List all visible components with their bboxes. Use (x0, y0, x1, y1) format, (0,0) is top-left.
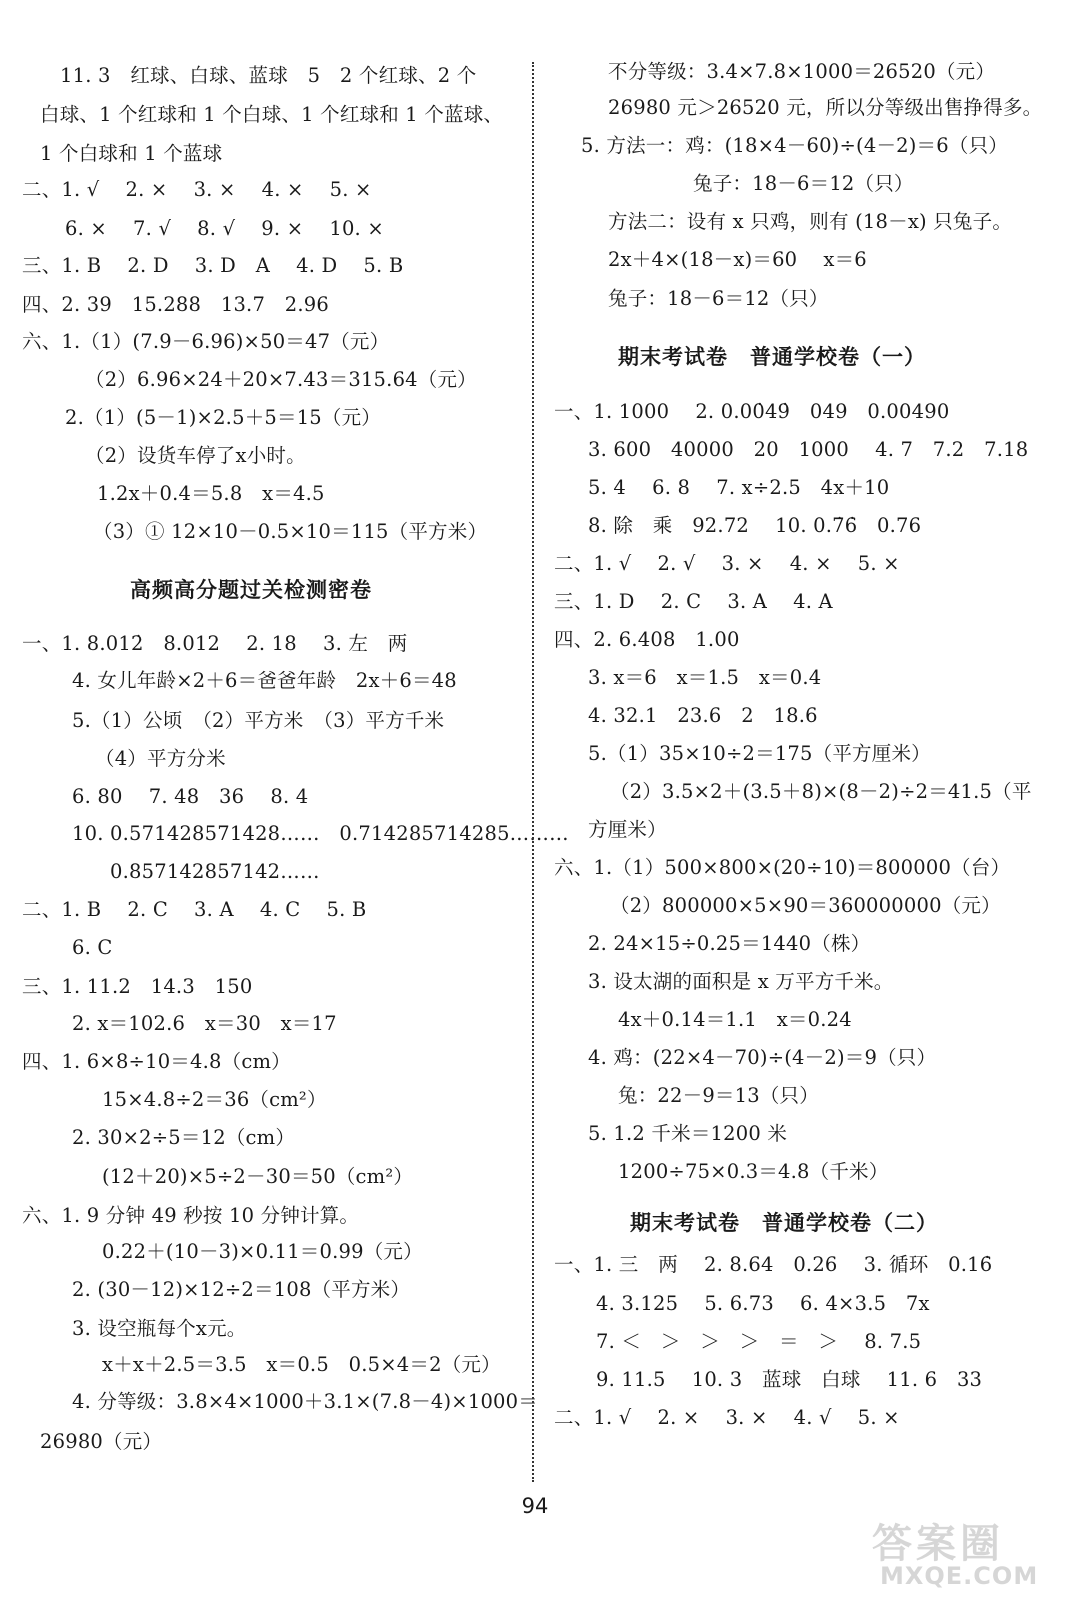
answer-line: 三、1. B 2. D 3. D A 4. D 5. B (22, 254, 404, 277)
answer-line: 2. 30×2÷5＝12（cm） (72, 1126, 296, 1149)
answer-line: 1200÷75×0.3＝4.8（千米） (618, 1160, 889, 1183)
answer-line: 兔子：18－6＝12（只） (693, 172, 914, 195)
watermark-logo (872, 1512, 1077, 1600)
answer-line: 六、1. 9 分钟 49 秒按 10 分钟计算。 (22, 1204, 360, 1227)
answer-line: 2. x＝102.6 x＝30 x＝17 (72, 1012, 337, 1035)
answer-line: 6. 80 7. 48 36 8. 4 (72, 785, 309, 808)
answer-line: 二、1. √ 2. × 3. × 4. √ 5. × (554, 1406, 900, 1429)
answer-line: 2. 24×15÷0.25＝1440（株） (588, 932, 871, 955)
answer-line: （4）平方分米 (95, 747, 226, 770)
answer-line: 15×4.8÷2＝36（cm²） (102, 1088, 327, 1111)
answer-line: （2）800000×5×90＝360000000（元） (610, 894, 1001, 917)
answer-line: 三、1. D 2. C 3. A 4. A (554, 590, 833, 613)
answer-line: 4. 3.125 5. 6.73 6. 4×3.5 7x (596, 1292, 930, 1315)
answer-line: 3. 设太湖的面积是 x 万平方千米。 (588, 970, 894, 993)
answer-line: 26980（元） (40, 1430, 163, 1453)
answer-line: (12＋20)×5÷2－30＝50（cm²） (102, 1165, 414, 1188)
answer-line: 二、1. √ 2. √ 3. × 4. × 5. × (554, 552, 900, 575)
answer-line: 0.857142857142…… (110, 860, 320, 883)
answer-line: （2）6.96×24＋20×7.43＝315.64（元） (85, 368, 477, 391)
section-title: 高频高分题过关检测密卷 (130, 578, 372, 602)
answer-line: 8. 除 乘 92.72 10. 0.7̇6̇ 0.76 (588, 514, 922, 537)
section-title: 期末考试卷 普通学校卷（二） (630, 1211, 938, 1235)
answer-line: 6. × 7. √ 8. √ 9. × 10. × (65, 217, 384, 240)
answer-line: （2）设货车停了x小时。 (85, 444, 306, 467)
answer-line: 3. 600 40000 20 1000 4. 7 7.2 7.18 (588, 438, 1029, 461)
answer-line: 1.2x＋0.4＝5.8 x＝4.5 (97, 482, 325, 505)
answer-line: 四、2. 6.408 1.00 (554, 628, 740, 651)
answer-line: 5. 4 6. 8 7. x÷2.5 4x＋10 (588, 476, 890, 499)
answer-line: 白球、1 个红球和 1 个白球、1 个红球和 1 个蓝球、 (40, 103, 504, 126)
answer-line: 二、1. √ 2. × 3. × 4. × 5. × (22, 178, 372, 201)
answer-line: 9. 11.5 10. 3 蓝球 白球 11. 6 33 (596, 1368, 983, 1391)
answer-line: 7. ＜ ＞ ＞ ＞ ＝ ＞ 8. 7.5 (596, 1330, 922, 1353)
watermark-text: 答案圈 (872, 1521, 1004, 1567)
answer-line: （3）① 12×10－0.5×10＝115（平方米） (93, 520, 488, 543)
answer-line: 六、1.（1）(7.9－6.96)×50＝47（元） (22, 330, 390, 353)
answer-line: 四、2. 39 15.288 13.7 2.96 (22, 293, 329, 316)
answer-line: 4. 鸡：(22×4－70)÷(4－2)＝9（只） (588, 1046, 937, 1069)
answer-line: 不分等级：3.4×7.8×1000＝26520（元） (608, 60, 996, 83)
answer-line: 2.（1）(5－1)×2.5＋5＝15（元） (65, 406, 382, 429)
answer-line: 一、1. 三 两 2. 8.64 0.26 3. 循环 0.16̇ (554, 1253, 993, 1276)
answer-line: 5. 方法一：鸡：(18×4－60)÷(4－2)＝6（只） (581, 134, 1008, 157)
answer-line: 一、1. 8.012̇ 8.012 2. 18 3. 左 两 (22, 632, 408, 655)
answer-line: 3. 设空瓶每个x元。 (72, 1317, 247, 1340)
answer-line: 兔子：18－6＝12（只） (608, 287, 829, 310)
answer-line: 2x＋4×(18－x)＝60 x＝6 (608, 248, 867, 271)
answer-line: 方厘米） (588, 818, 667, 841)
answer-line: 三、1. 11.2 14.3 150 (22, 975, 253, 998)
answer-line: 2. (30－12)×12÷2＝108（平方米） (72, 1278, 411, 1301)
answer-line: （2）3.5×2＋(3.5＋8)×(8－2)÷2＝41.5（平 (610, 780, 1032, 803)
answer-line: 4x＋0.14＝1.1 x＝0.24 (618, 1008, 852, 1031)
answer-line: 兔：22－9＝13（只） (618, 1084, 819, 1107)
column-divider (532, 62, 534, 1482)
answer-line: 二、1. B 2. C 3. A 4. C 5. B (22, 898, 367, 921)
answer-line: 11. 3 红球、白球、蓝球 5 2 个红球、2 个 (60, 64, 477, 87)
answer-line: 5. 1.2 千米＝1200 米 (588, 1122, 788, 1145)
answer-line: 3. x＝6 x＝1.5 x＝0.4 (588, 666, 822, 689)
answer-line: 一、1. 1000 2. 0.00̇49̇ 049 0.00490 (554, 400, 950, 423)
answer-line: 10. 0.571428571428…… 0.714285714285……… (72, 822, 569, 845)
answer-line: 5.（1）35×10÷2＝175（平方厘米） (588, 742, 931, 765)
answer-line: 1 个白球和 1 个蓝球 (40, 142, 223, 165)
answer-line: 4. 32.1 23.6 2 18.6 (588, 704, 818, 727)
answer-line: 方法二：设有 x 只鸡，则有 (18－x) 只兔子。 (608, 210, 1013, 233)
section-title: 期末考试卷 普通学校卷（一） (618, 345, 926, 369)
answer-line: 四、1. 6×8÷10＝4.8（cm） (22, 1050, 291, 1073)
answer-line: 4. 分等级：3.8×4×1000＋3.1×(7.8－4)×1000＝ (72, 1390, 538, 1413)
answer-line: 5.（1）公顷 （2）平方米 （3）平方千米 (72, 709, 445, 732)
answer-line: 六、1.（1）500×800×(20÷10)＝800000（台） (554, 856, 1011, 879)
answer-line: 0.22＋(10－3)×0.11＝0.99（元） (102, 1240, 423, 1263)
answer-line: 26980 元＞26520 元，所以分等级出售挣得多。 (608, 96, 1043, 119)
page-number: 94 (521, 1494, 549, 1518)
answer-line: x＋x＋2.5＝3.5 x＝0.5 0.5×4＝2（元） (102, 1353, 501, 1376)
answer-line: 4. 女儿年龄×2＋6＝爸爸年龄 2x＋6＝48 (72, 669, 457, 692)
answer-line: 6. C (72, 936, 113, 959)
watermark-url: MXQE.COM (880, 1562, 1039, 1590)
